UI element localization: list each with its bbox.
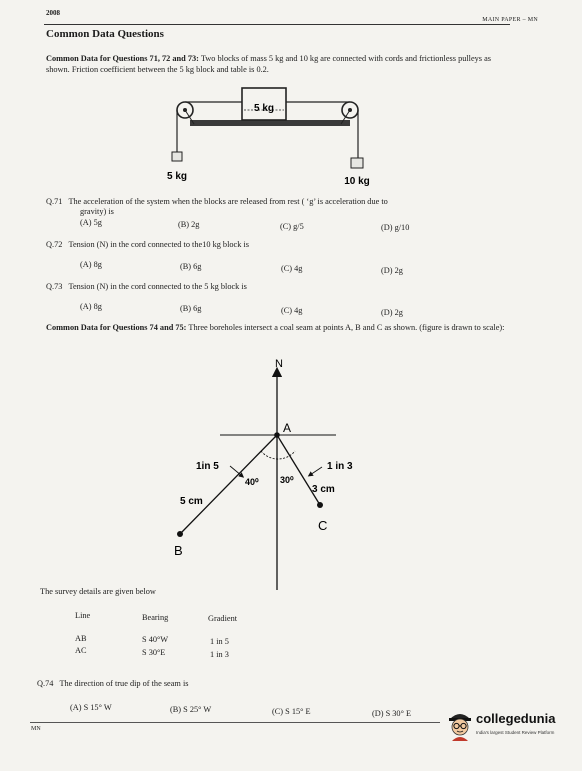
gradient-arrow-right (310, 467, 322, 475)
length-ab-label: 5 cm (180, 496, 203, 507)
option-d: (D) S 30° E (372, 709, 412, 718)
hanging-mass-5kg (172, 152, 182, 161)
borehole-figure (160, 352, 400, 592)
common-data-71-73 (46, 53, 508, 75)
survey-intro: The survey details are given below (40, 587, 156, 596)
table-top (190, 120, 350, 126)
survey-header-gradient: Gradient (208, 614, 238, 623)
brand-tagline: India's largest Student Review Platform (476, 730, 555, 735)
gradient-ab-label: 1in 5 (196, 461, 219, 472)
question-71 (46, 197, 388, 206)
option-b: (B) S 25° W (170, 705, 212, 714)
angle-ab-label: 40⁰ (245, 477, 259, 487)
common-data-lead: Common Data for Questions 74 and 75: (46, 323, 187, 332)
option-d: (D) 2g (381, 266, 403, 275)
option-a: (A) S 15° W (70, 703, 112, 712)
option-c: (C) 4g (281, 264, 303, 273)
north-label: N (275, 358, 283, 370)
collegedunia-watermark (446, 709, 570, 743)
line-ab (180, 435, 277, 534)
survey-cell: S 40°W (142, 635, 169, 644)
question-text: Tension (N) in the cord connected to the 5 kg block is (68, 282, 247, 291)
question-72 (46, 240, 249, 249)
survey-cell: AC (75, 646, 87, 655)
common-data-text: Two blocks of mass 5 kg and 10 kg are connected with cords and frictionless pulleys as shown. Friction coefficient between the 5 kg block and table is 0.2. (46, 54, 492, 74)
common-data-text: Three boreholes intersect a coal seam at points A, B and C as shown. (figure is drawn to scale): (186, 323, 505, 332)
common-data-74-75 (46, 322, 508, 333)
option-c: (C) 4g (281, 306, 303, 315)
gradient-arrow-left (230, 466, 242, 476)
option-d: (D) 2g (381, 308, 403, 317)
footer-code: MN (31, 726, 41, 732)
option-c: (C) g/5 (280, 222, 304, 231)
survey-cell: AB (75, 634, 87, 643)
question-text: The acceleration of the system when the blocks are released from rest ( ‘g’ is acceleration due to (68, 197, 388, 206)
survey-header-bearing: Bearing (142, 613, 169, 622)
footer-rule (30, 722, 440, 723)
length-ac-label: 3 cm (312, 484, 335, 495)
option-a: (A) 5g (80, 218, 102, 227)
option-a: (A) 8g (80, 260, 102, 269)
question-text: Tension (N) in the cord connected to the10 kg block is (68, 240, 249, 249)
label-c: C (318, 518, 328, 533)
question-74 (37, 679, 188, 688)
header-rule (44, 24, 510, 25)
label-a: A (283, 421, 292, 435)
survey-header-line: Line (75, 611, 91, 620)
survey-cell: 1 in 3 (210, 650, 229, 659)
paper-label: MAIN PAPER – MN (482, 17, 538, 23)
section-title: Common Data Questions (46, 28, 164, 40)
brand-name: collegedunia (476, 711, 556, 726)
pulley-figure (150, 86, 380, 190)
question-number: Q.71 (46, 197, 63, 206)
gradient-ac-label: 1 in 3 (327, 461, 353, 472)
question-71-cont: gravity) is (80, 207, 114, 216)
survey-cell: S 30°E (142, 648, 166, 657)
hanging-mass-10kg (351, 158, 363, 168)
common-data-lead: Common Data for Questions 71, 72 and 73: (46, 54, 199, 63)
question-number: Q.74 (37, 679, 54, 688)
right-mass-label: 10 kg (344, 176, 370, 187)
label-b: B (174, 543, 183, 558)
option-d: (D) g/10 (381, 223, 410, 232)
survey-cell: 1 in 5 (210, 637, 229, 646)
question-73 (46, 282, 247, 291)
option-b: (B) 6g (180, 304, 202, 313)
point-b (177, 531, 183, 537)
block-label: 5 kg (253, 103, 275, 114)
option-b: (B) 2g (178, 220, 200, 229)
angle-ac-label: 30⁰ (280, 475, 294, 485)
left-mass-label: 5 kg (166, 171, 188, 182)
bearing-arc (261, 451, 295, 459)
option-c: (C) S 15° E (272, 707, 311, 716)
question-number: Q.73 (46, 282, 63, 291)
question-text: The direction of true dip of the seam is (59, 679, 189, 688)
mascot-icon (446, 709, 474, 741)
question-number: Q.72 (46, 240, 63, 249)
option-a: (A) 8g (80, 302, 102, 311)
option-b: (B) 6g (180, 262, 202, 271)
point-a (274, 432, 280, 438)
exam-year: 2008 (46, 9, 60, 17)
point-c (317, 502, 323, 508)
